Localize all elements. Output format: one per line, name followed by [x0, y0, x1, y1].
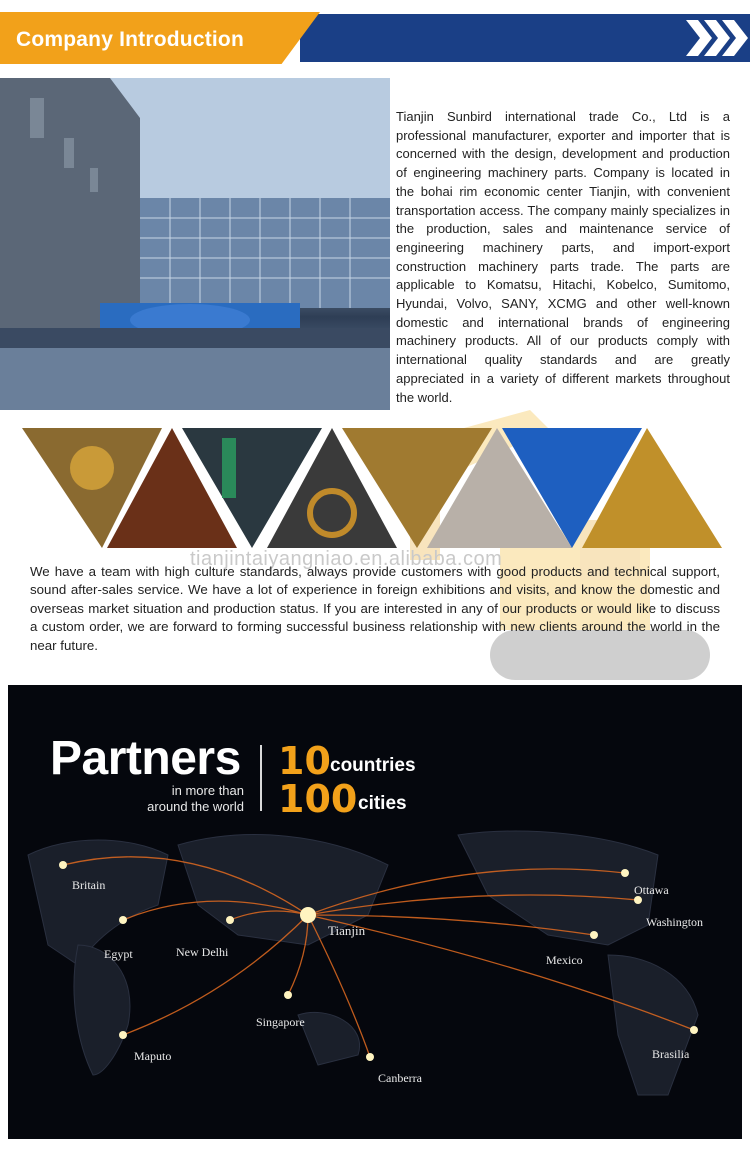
city-label: Canberra [378, 1071, 422, 1085]
section-title: Company Introduction [16, 28, 244, 51]
stat-countries-unit: countries [330, 755, 416, 776]
world-map [8, 795, 742, 1139]
city-label: Singapore [256, 1015, 305, 1029]
product-photo-strip [22, 428, 732, 548]
city-label: Ottawa [634, 883, 669, 897]
city-label: Mexico [546, 953, 583, 967]
city-label: New Delhi [176, 945, 229, 959]
city-label: Britain [72, 878, 106, 892]
city-label: Egypt [104, 947, 133, 961]
company-description: Tianjin Sunbird international trade Co., Ltd is a professional manufacturer, exporter and importer that is concerned with the design, development and production of engineering machinery parts. Company is located in the bohai rim economic center Tianjin, with convenient transportation access. The company mainly specializes in the production, sales and maintenance service of engineering machinery parts, and import-export construction machinery parts trade. The parts are applicable to Komatsu, Hitachi, Kobelco, Sumitomo, Hyundai, Volvo, SANY, XCMG and other well-known domestic and international brands of engineering machinery products. All of our products comply with international quality standards and are greatly appreciated in a variety of different markets throughout the world. [396, 109, 730, 405]
city-label: Washington [646, 915, 704, 929]
team-description: We have a team with high culture standards, always provide customers with good products and technical support, sound after-sales service. We have a lot of experience in foreign exhibitions and visits, and know the domestic and overseas market situation and production status. If you are interested in any of our products or would like to discuss a custom order, we are forward to forming successful business relationship with new clients around the world in the near future. [30, 564, 720, 653]
partners-banner [8, 685, 742, 1139]
divider [260, 745, 262, 811]
stat-cities-unit: cities [358, 793, 407, 814]
site-watermark: tianjintaiyangniao.en.alibaba.com [190, 548, 503, 570]
stat-countries-number: 10 [278, 739, 331, 783]
city-label-hub: Tianjin [328, 923, 366, 938]
partners-subtitle-line2: around the world [147, 799, 244, 814]
city-label: Brasilia [652, 1047, 690, 1061]
city-label: Maputo [134, 1049, 172, 1063]
partners-title: Partners [50, 732, 241, 785]
stat-cities-number: 100 [278, 777, 358, 821]
partners-subtitle-line1: in more than [171, 783, 244, 798]
factory-photo [0, 78, 390, 410]
chevron-right-icon [680, 14, 750, 62]
